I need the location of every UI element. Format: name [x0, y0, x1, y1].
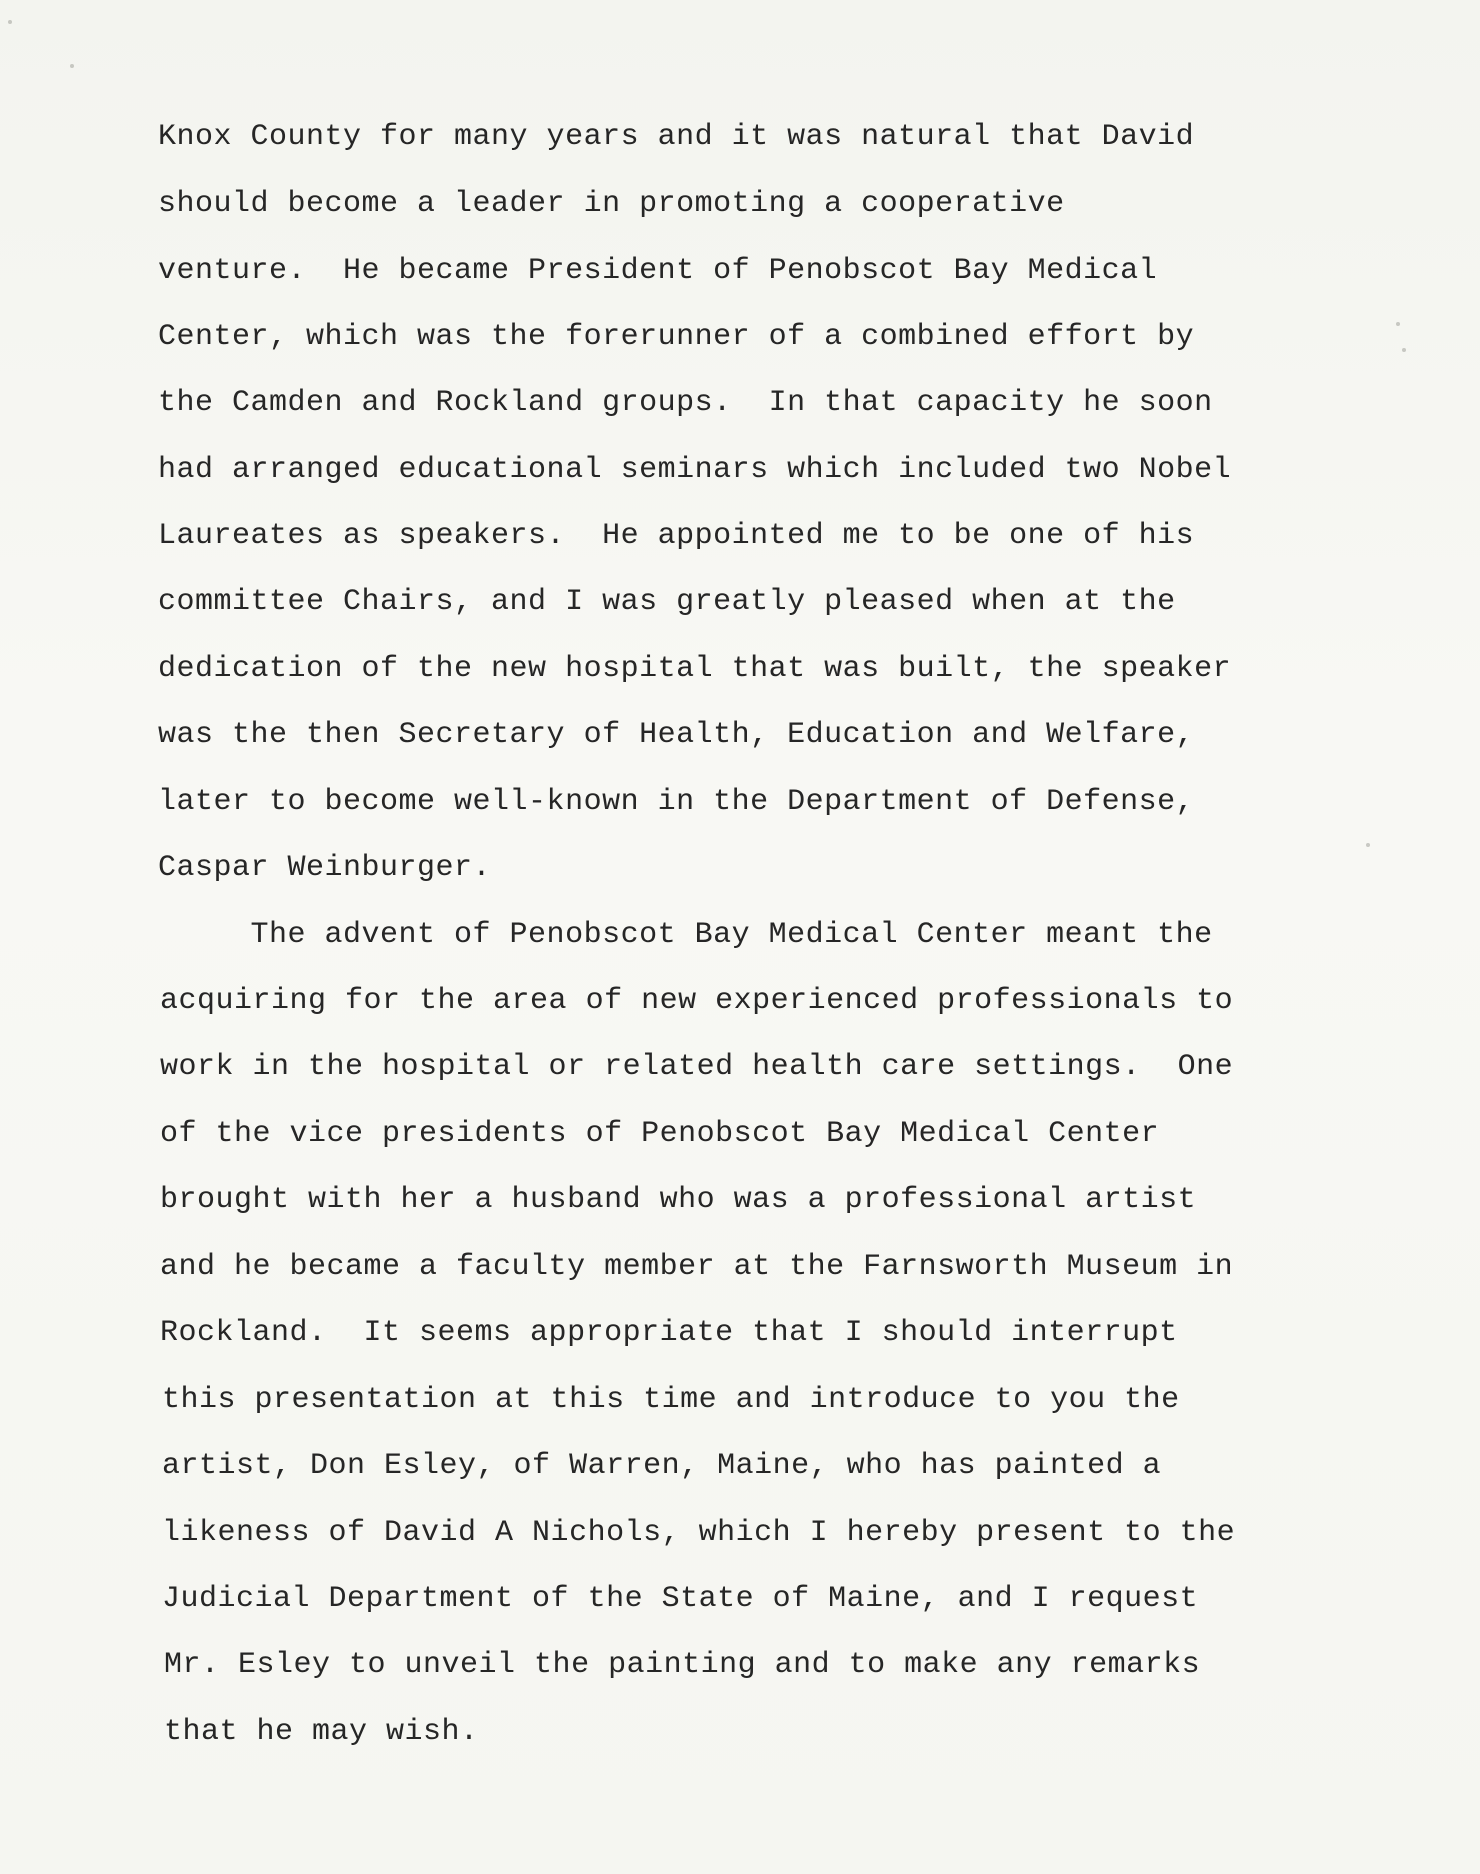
text-line: later to become well-known in the Department of Defense,: [158, 785, 1195, 819]
text-line: acquiring for the area of new experienced professionals to: [160, 984, 1234, 1018]
text-line: likeness of David A Nichols, which I hereby present to the: [162, 1516, 1236, 1550]
text-line: venture. He became President of Penobscot Bay Medical: [158, 254, 1158, 288]
text-line: of the vice presidents of Penobscot Bay Medical Center: [160, 1117, 1160, 1151]
text-line: Center, which was the forerunner of a combined effort by: [158, 320, 1195, 354]
text-line: Rockland. It seems appropriate that I should interrupt: [160, 1316, 1178, 1350]
text-line: Laureates as speakers. He appointed me to be one of his: [158, 519, 1195, 553]
text-line: the Camden and Rockland groups. In that capacity he soon: [158, 386, 1213, 420]
text-line: dedication of the new hospital that was built, the speaker: [158, 652, 1232, 686]
text-line: Knox County for many years and it was natural that David: [158, 120, 1195, 154]
text-line: was the then Secretary of Health, Education and Welfare,: [158, 718, 1195, 752]
text-line: had arranged educational seminars which included two Nobel: [158, 453, 1232, 487]
text-line: The advent of Penobscot Bay Medical Center meant the: [158, 918, 1213, 952]
text-line: committee Chairs, and I was greatly pleased when at the: [158, 585, 1176, 619]
text-line: and he became a faculty member at the Farnsworth Museum in: [160, 1250, 1234, 1284]
text-line: this presentation at this time and introduce to you the: [162, 1383, 1180, 1417]
text-line: Judicial Department of the State of Maine, and I request: [162, 1582, 1199, 1616]
text-line: Caspar Weinburger.: [158, 851, 492, 885]
text-line: should become a leader in promoting a cooperative: [158, 187, 1065, 221]
text-line: that he may wish.: [164, 1715, 479, 1749]
text-line: artist, Don Esley, of Warren, Maine, who has painted a: [162, 1449, 1162, 1483]
text-line: Mr. Esley to unveil the painting and to make any remarks: [164, 1648, 1201, 1682]
text-line: brought with her a husband who was a professional artist: [160, 1183, 1197, 1217]
text-line: work in the hospital or related health care settings. One: [160, 1050, 1234, 1084]
